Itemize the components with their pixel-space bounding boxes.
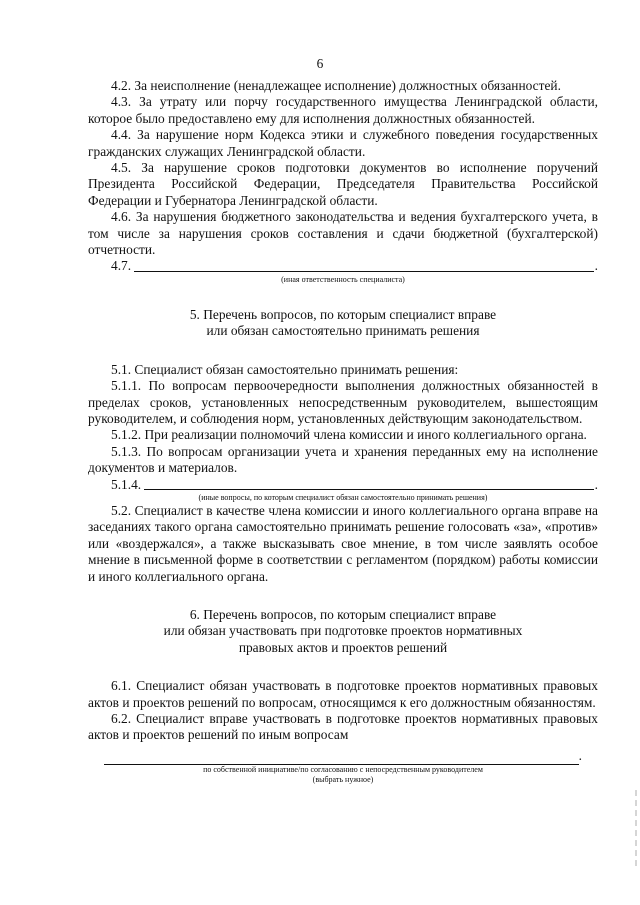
- paragraph-5-1-4-label: 5.1.4.: [111, 476, 142, 492]
- paragraph-4-3: 4.3. За утрату или порчу государственного имущества Ленинградской области, которое было предоставлено ему для исполнения должностных обязанностей.: [88, 94, 598, 126]
- paragraph-4-5: 4.5. За нарушение сроков подготовки документов во исполнение поручений Президента Российской Федерации, Председателя Правительства Российской Федерации и Губернатора Ленинградской области.: [88, 160, 598, 208]
- caption-6-2-line2: (выбрать нужное): [312, 774, 374, 784]
- paragraph-4-4: 4.4. За нарушение норм Кодекса этики и служебного поведения государственных гражданских служащих Ленинградской области.: [88, 127, 598, 159]
- paragraph-5-1-3: 5.1.3. По вопросам организации учета и хранения переданных ему на исполнение документов и материалов.: [88, 443, 598, 476]
- paragraph-5-2: 5.2. Специалист в качестве члена комиссии и иного коллегиального органа вправе на заседаниях такого органа самостоятельно принимать решение голосовать «за», «против» или «воздержался», а также высказывать свое мнение, в том числе заявлять особое мнение в письменной форме в соответствии с регламентом (порядком) работы комиссии и иного коллегиального органа.: [88, 502, 598, 584]
- page-number: 6: [316, 56, 324, 71]
- section-5-heading-line1: 5. Перечень вопросов, по которым специалист вправе: [189, 306, 497, 322]
- paragraph-4-7: 4.7. .: [111, 258, 598, 274]
- blank-fill-line-6-2: .: [104, 751, 582, 765]
- paragraph-5-1-4: 5.1.4. .: [111, 476, 598, 492]
- paragraph-6-2: 6.2. Специалист вправе участвовать в подготовке проектов нормативных правовых актов и проектов решений по иным вопросам: [88, 711, 598, 743]
- section-6-heading-line3: правовых актов и проектов решений: [238, 639, 448, 655]
- paragraph-4-7-label: 4.7.: [111, 258, 132, 274]
- document-body: [88, 78, 598, 785]
- caption-5-1-4: (иные вопросы, по которым специалист обязан самостоятельно принимать решения): [198, 492, 488, 502]
- section-5-heading-line2: или обязан самостоятельно принимать решения: [206, 323, 480, 339]
- blank-fill-line: [134, 259, 594, 272]
- paragraph-5-1: 5.1. Специалист обязан самостоятельно принимать решения:: [111, 361, 459, 377]
- blank-fill-line: [144, 477, 594, 490]
- paragraph-4-6: 4.6. За нарушения бюджетного законодательства и ведения бухгалтерского учета, в том числе за нарушения сроков составления и сдачи бюджетной (бухгалтерской) отчетности.: [88, 209, 598, 258]
- paragraph-5-1-1: 5.1.1. По вопросам первоочередности выполнения должностных обязанностей в пределах сроков, установленных непосредственным руководителем, вышестоящим руководителем, и соблюдения норм, установленных действующим законодательством.: [88, 378, 598, 426]
- scan-edge-mark: [635, 790, 637, 868]
- paragraph-5-1-2: 5.1.2. При реализации полномочий члена комиссии и иного коллегиального органа.: [111, 427, 587, 443]
- caption-4-7: (иная ответственность специалиста): [281, 274, 405, 284]
- paragraph-6-1: 6.1. Специалист обязан участвовать в подготовке проектов нормативных правовых актов и проектов решений по вопросам, относящимся к его должностным обязанностям.: [88, 678, 598, 710]
- caption-6-2-line1: по собственной инициативе/по согласованию с непосредственным руководителем: [203, 764, 483, 774]
- paragraph-4-2: 4.2. За неисполнение (ненадлежащее исполнение) должностных обязанностей.: [111, 78, 561, 93]
- section-6-heading-line2: или обязан участвовать при подготовке проектов нормативных: [163, 623, 523, 639]
- section-6-heading-line1: 6. Перечень вопросов, по которым специалист вправе: [189, 606, 497, 622]
